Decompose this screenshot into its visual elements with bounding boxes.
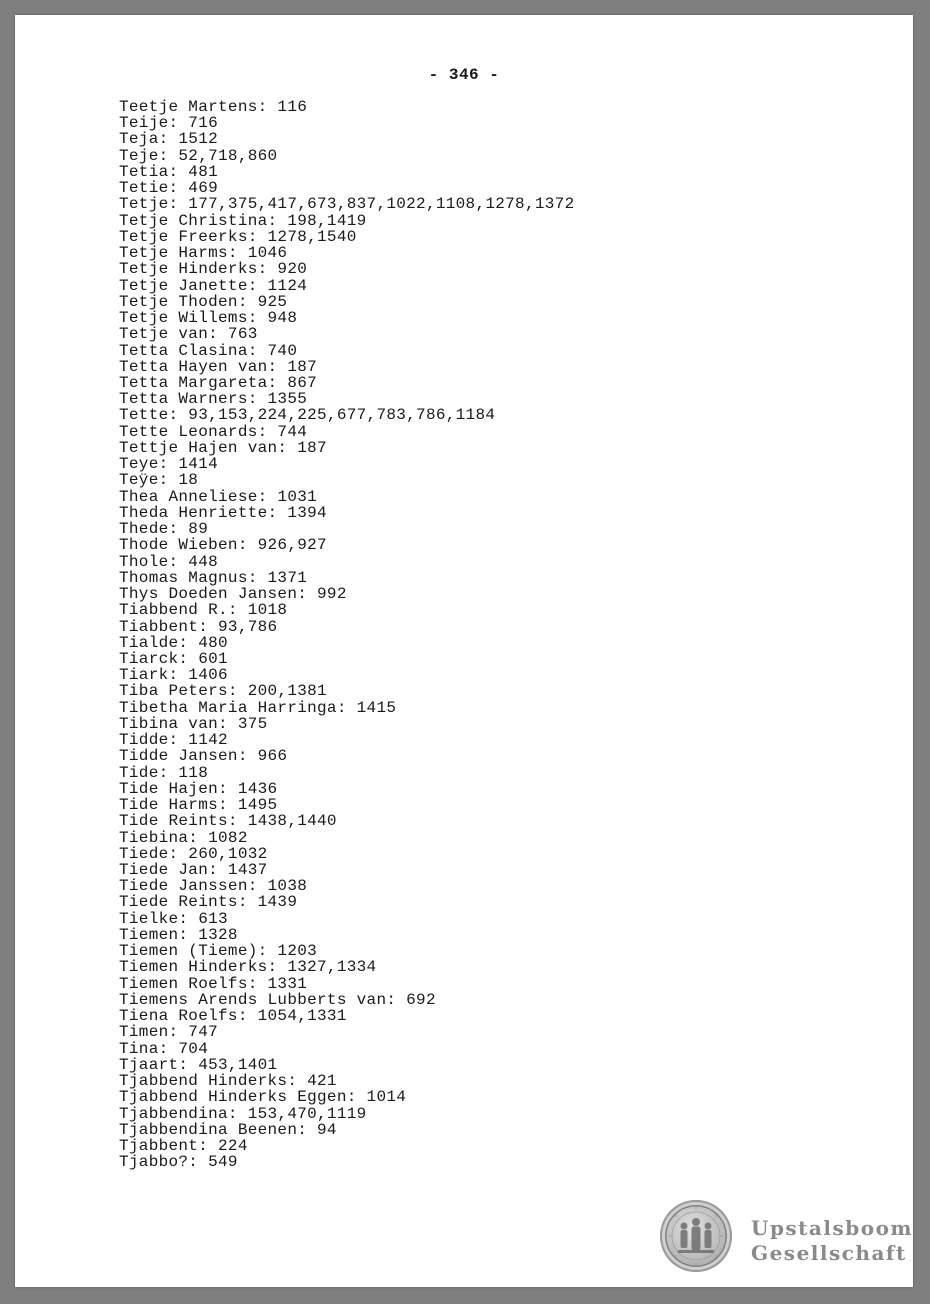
index-entry: Tetie: 469 (119, 179, 219, 198)
index-entry: Teije: 716 (119, 114, 219, 133)
index-entry: Teja: 1512 (119, 130, 219, 149)
index-entry: Tiena Roelfs: 1054,1331 (119, 1007, 347, 1026)
index-entry: Tiemen (Tieme): 1203 (119, 942, 318, 961)
index-entry: Tiarck: 601 (119, 649, 228, 668)
index-entry: Timen: 747 (119, 1023, 219, 1042)
index-entry: Tialde: 480 (119, 633, 228, 652)
index-entry: Tiark: 1406 (119, 666, 228, 685)
index-entry: Tina: 704 (119, 1039, 209, 1058)
index-entry: Tettje Hajen van: 187 (119, 438, 327, 457)
index-entry: Tetta Margareta: 867 (119, 373, 318, 392)
index-entry: Tiabbent: 93,786 (119, 617, 278, 636)
index-entry: Tetta Hayen van: 187 (119, 357, 318, 376)
index-entry: Tetje van: 763 (119, 325, 258, 344)
index-entry: Tetje Christina: 198,1419 (119, 211, 367, 230)
index-entry: Tiede: 260,1032 (119, 844, 268, 863)
index-entry: Tidde Jansen: 966 (119, 747, 288, 766)
index-entry: Tetje Janette: 1124 (119, 276, 308, 295)
index-entry: Tibina van: 375 (119, 714, 268, 733)
index-entry: Tide: 118 (119, 763, 209, 782)
index-entry: Thomas Magnus: 1371 (119, 568, 308, 587)
index-entry: Tide Harms: 1495 (119, 796, 278, 815)
index-entry: Thode Wieben: 926,927 (119, 536, 327, 555)
page-number: - 346 - (428, 66, 500, 84)
name-index-list (119, 99, 574, 1170)
index-entry: Tjabbend Hinderks: 421 (119, 1072, 337, 1091)
index-entry: Tiede Reints: 1439 (119, 893, 298, 912)
index-entry: Tiede Jan: 1437 (119, 861, 268, 880)
index-entry: Tetje Harms: 1046 (119, 244, 288, 263)
index-entry: Tjabbendina Beenen: 94 (119, 1120, 337, 1139)
index-entry: Tjabbendina: 153,470,1119 (119, 1104, 367, 1123)
index-entry: Tiba Peters: 200,1381 (119, 682, 327, 701)
index-entry: Tiemen Roelfs: 1331 (119, 974, 308, 993)
watermark-line-1: Upstalsboom (751, 1216, 914, 1240)
index-entry: Teetje Martens: 116 (119, 98, 308, 116)
index-entry: Tetje Thoden: 925 (119, 292, 288, 311)
index-entry: Thys Doeden Jansen: 992 (119, 585, 347, 604)
index-entry: Tiemen: 1328 (119, 925, 238, 944)
index-entry: Tetia: 481 (119, 162, 219, 181)
index-entry: Teÿe: 18 (119, 471, 199, 490)
index-entry: Tjabbend Hinderks Eggen: 1014 (119, 1088, 407, 1107)
index-entry: Tiemen Hinderks: 1327,1334 (119, 958, 377, 977)
index-entry: Tjaart: 453,1401 (119, 1055, 278, 1074)
index-entry: Tide Hajen: 1436 (119, 779, 278, 798)
index-entry: Tetta Warners: 1355 (119, 390, 308, 409)
index-entry: Teye: 1414 (119, 455, 219, 474)
index-entry: Thole: 448 (119, 552, 219, 571)
index-entry: Tidde: 1142 (119, 731, 228, 750)
index-entry: Thede: 89 (119, 520, 209, 539)
index-entry: Tiabbend R.: 1018 (119, 601, 288, 620)
society-seal-logo (660, 1200, 732, 1272)
index-entry: Tetje Willems: 948 (119, 309, 298, 328)
document-page (15, 15, 913, 1287)
watermark-text (751, 1216, 913, 1266)
index-entry: Tielke: 613 (119, 909, 228, 928)
index-entry: Tetje Freerks: 1278,1540 (119, 227, 357, 246)
index-entry: Tetje: 177,375,417,673,837,1022,1108,1278,1372 (119, 195, 575, 214)
index-entry: Tibetha Maria Harringa: 1415 (119, 698, 397, 717)
index-entry: Tette: 93,153,224,225,677,783,786,1184 (119, 406, 496, 425)
index-entry: Tjabbo?: 549 (119, 1153, 238, 1172)
index-entry: Tiebina: 1082 (119, 828, 248, 847)
seal-icon (660, 1200, 732, 1272)
index-entry: Tetta Clasina: 740 (119, 341, 298, 360)
index-entry: Tiede Janssen: 1038 (119, 877, 308, 896)
index-entry: Theda Henriette: 1394 (119, 503, 327, 522)
watermark-line-2: Gesellschaft (751, 1241, 907, 1265)
index-entry: Tjabbent: 224 (119, 1137, 248, 1155)
index-entry: Tide Reints: 1438,1440 (119, 812, 337, 831)
index-entry: Thea Anneliese: 1031 (119, 487, 318, 506)
index-entry: Tetje Hinderks: 920 (119, 260, 308, 279)
index-entry: Tette Leonards: 744 (119, 422, 308, 441)
index-entry: Tiemens Arends Lubberts van: 692 (119, 990, 436, 1009)
index-entry: Teje: 52,718,860 (119, 146, 278, 165)
